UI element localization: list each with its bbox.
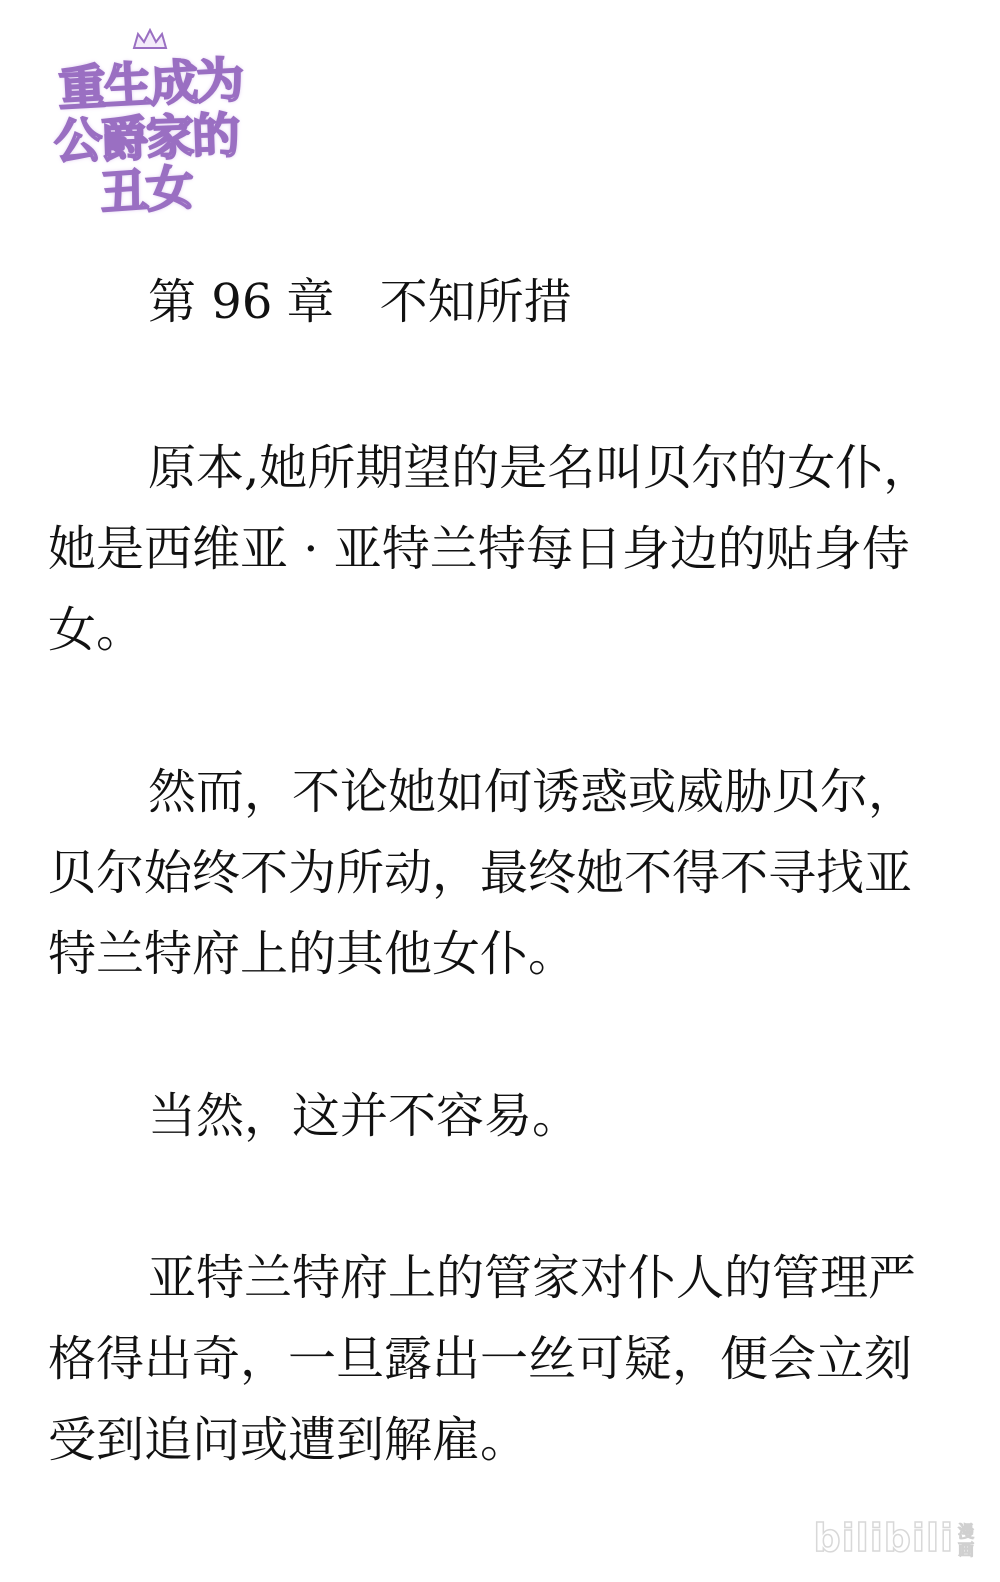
chapter-number: 96	[211, 274, 273, 330]
comic-title-logo	[50, 28, 250, 223]
watermark-text: bilibili	[813, 1516, 954, 1560]
chapter-prefix: 第	[148, 274, 197, 330]
logo-line-1: 重生成为	[56, 52, 244, 118]
chapter-heading	[148, 272, 572, 332]
paragraph-2: 然而，不论她如何诱惑或威胁贝尔，贝尔始终不为所动，最终她不得不寻找亚特兰特府上的其他女仆。	[48, 764, 917, 982]
paragraph-1: 原本,她所期望的是名叫贝尔的女仆，她是西维亚 · 亚特兰特每日身边的贴身侍女。	[48, 440, 932, 658]
watermark-tag: 漫画	[958, 1521, 976, 1559]
logo-line-2: 公爵家的	[53, 107, 240, 171]
chapter-suffix: 章	[286, 274, 335, 330]
bilibili-watermark	[813, 1516, 976, 1560]
logo-line-3: 丑女	[98, 159, 195, 223]
paragraph-4: 亚特兰特府上的管家对仆人的管理严格得出奇，一旦露出一丝可疑，便会立刻受到追问或遭到解雇。	[48, 1250, 917, 1468]
paragraph-3: 当然，这并不容易。	[148, 1088, 581, 1144]
chapter-name: 不知所措	[379, 274, 572, 330]
